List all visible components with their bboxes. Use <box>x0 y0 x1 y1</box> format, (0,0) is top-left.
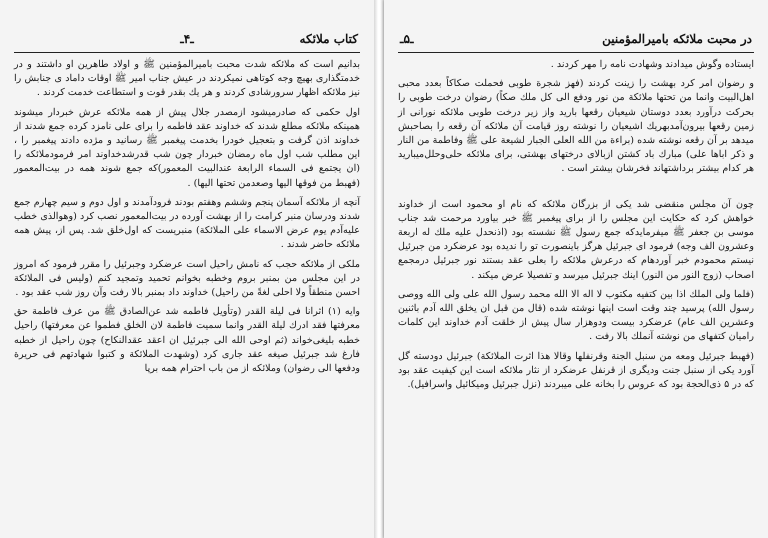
left-page-number: ـ۴ـ <box>180 32 194 46</box>
paragraph: اول حکمی که صادرمیشود ازمصدر جلال پیش از همه ملائکه عرش خبردار میشوند همینکه ملائکه مطلع شدند که خداوند عقد فاطمه را برای علی نامزد کرده جمع شدند از خداوند اذن گرفت و بتعجیل خودرا بخدمت پیغمبر ﷺ رسانید و مژده دادند پیغمبر را ، این مطلب شب اول ماه رمضان خبردار چون شب قدرشدخداوند امر فرمودملائکه را (ان یجتمع فی السماء الرابعة عندالبیت المعمور)که جمع شوند همه در بیت‌المعمور (فهبط من فوقها الیها وصعدمن تحتها الیها) . <box>14 106 360 189</box>
paragraph: چون آن مجلس منقضی شد یکی از بزرگان ملائکه که نام او محمود است از خداوند خواهش کرد که حکایت این مجلس را از برای پیغمبر ﷺ خبر بیاورد مرحمت شد جناب موسی بن جعفر ﷺ میفرمایدکه جمع رسول ﷺ نشسته بود (اذنحدل علیه ملك له اربعة وعشرون الف وجه) فرمود ای جبرئیل هرگز باینصورت تو را ندیده بود عرضکرد من جبرئیل نیستم محمودم خبر آوردهام که درعرش ملائکه را بعلی عقد بستند نور جبرئیل درمجمع اصحاب (زوج النور من النور) اینك جبرئیل میرسد و تفصیلا عرض میکند . <box>398 198 754 281</box>
left-header-title: کتاب ملائکه <box>299 32 358 46</box>
right-page <box>384 0 768 538</box>
paragraph: ملکی از ملائکه حجب که نامش راحیل است عرضکرد وجبرئیل را مقرر فرمود که امروز در این مجلس من بمنبر بروم وخطبه بخوانم تحمید وتمجید کنم (ولیس فی الملائکة احسن منطقاً ولا احلی لغةً من راحیل) خداوند داد بمنبر بالا رفت وآن روز شب عقد بود . <box>14 258 360 299</box>
paragraph: (فلما ولی الملك اذا بین کتفیه مکتوب لا اله الا الله محمد رسول الله علی ولی الله ووصی رسول الله) پرسید چند وقت است اینها نوشته شده (قال من قبل ان یخلق الله آدم باثنین وعشرین الف عام) عرضکرد بیست ودوهزار سال پیش از خلقت آدم خداوند این کلمات رامیان کتفهای من نوشته آنملك بالا رفت . <box>398 288 754 343</box>
paragraph: و رضوان امر کرد بهشت را زینت کردند (فهز شجرة طوبی فحملت صکاکاً بعدد محبی اهل‌البیت وانما من تحتها ملائکة من نور ودفع الی کل ملك صکاً) رضوان درخت طوبی را بحرکت درآورد بعدد دوستان شیعیان رقعها بارید واز زیر درخت طوبی ملائکه نورانی از زمین رقعها بیرون‌آمدبهریك اشیعیان را نوشته روز قیامت آن ملائکه آن رقعه را بصاحبش میدهد بر آن رقعه نوشته شده (براءة من الله العلی الجبار لشیعة علی ﷺ وفاطمة من النار و ذکر اباها علی) مبارك باد کشتن ازبالای درختهای بهشتی، برای ملائکه حلی‌وحلل‌میبارید هر کدام بیشتر برداشتهاند فخرشان بیشتر است . <box>398 78 754 175</box>
paragraph: ایستاده وگوش میدادند وشهادت نامه را مهر کردند . <box>550 59 754 70</box>
right-page-body <box>398 58 754 532</box>
left-page-body <box>14 58 360 532</box>
right-header-title: در محبت ملائکه بامیرالمؤمنین <box>602 32 752 46</box>
paragraph: وایه (۱) اثرانا فی لیلة القدر (وتأویل فاطمه شد عن‌الصادق ﷺ من عرف فاطمة حق معرفتها فقد ادرك لیلة القدر وانما سمیت فاطمة لان الخلق فطموا عن معرفتها) راحیل خطبه بلیغی‌خواند (ثم اوحی الله الی جبرئیل ان اعقد عقدالنکاح) چون راحیل از خطبه فارغ شد جبرئیل صیغه عقد جاری کرد (وشهدت الملائکة و کتبوا شهادتهم فی حریرة ودفعها الی رضوان) وملائکه از من باب احترام همه برپا <box>14 306 361 375</box>
left-page-header <box>14 30 360 53</box>
right-page-header <box>398 30 754 53</box>
book-gutter <box>374 0 384 538</box>
right-page-number: ـ۵ـ <box>400 32 414 46</box>
left-page <box>0 0 374 538</box>
paragraph: (فهبط جبرئیل ومعه من سنبل الجنة وقرنفلها وقالا هذا اثرت الملائکة) جبرئیل دودسته گل آورد یکی از سنبل جنت ودیگری از قرنفل عرضکرد از نثار ملائکه است این کیفیت عقد بود که در ۵ ذی‌الحجة بود که عروس را بخانه علی میبردند (نزل جبرئیل ومیکائیل واسرافیل). <box>398 350 754 391</box>
paragraph: آنچه از ملائکه آسمان پنجم وششم وهفتم بودند فرودآمدند و اول دوم و سیم چهارم جمع شدند ودرسان منبر کرامت را از بهشت آورده در بیت‌المعمور نصب کرد (وهوالذی خطب علیه‌آدم یوم عرض الاسماء علی الملائکة) منبریست که اول‌خلق شد. پس از، پیش همه ملائکه حاضر شدند . <box>14 196 360 251</box>
paragraph: بدانیم است که ملائکه شدت محبت بامیرالمؤمنین ﷺ و اولاد طاهرین او داشتند و در خدمتگذاری بهیچ وجه کوتاهی نمیکردند در عیش جناب امیر ﷺ اوقات داماد ی جنابش را نیز ملائکه اظهار سرورشادی کردند و هر یك بقدر قوت و استطاعت خدمت کردند . <box>14 59 360 99</box>
